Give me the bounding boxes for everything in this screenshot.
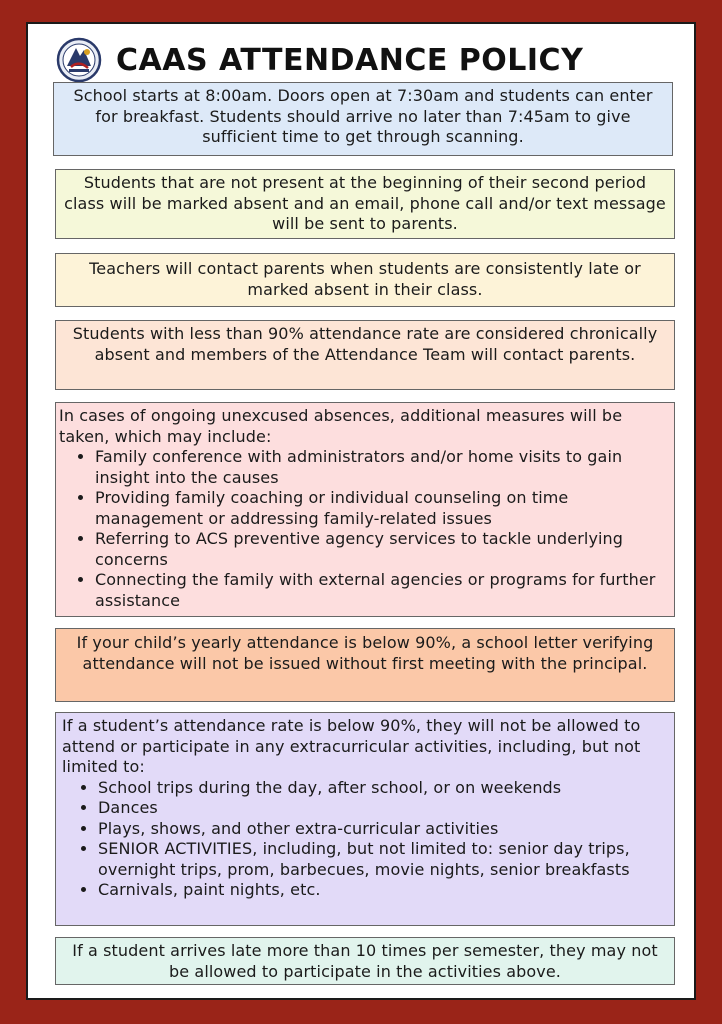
page-title: CAAS ATTENDANCE POLICY bbox=[116, 42, 584, 78]
policy-page bbox=[26, 22, 696, 1000]
list-item: • Carnivals, paint nights, etc. bbox=[98, 880, 668, 901]
list-item: • Connecting the family with external agencies or programs for further assistance bbox=[95, 570, 668, 611]
list-item: • Plays, shows, and other extra-curricular activities bbox=[98, 819, 668, 840]
unexcused-absences-box bbox=[55, 402, 675, 617]
late-arrivals-box: If a student arrives late more than 10 times per semester, they may not be allowed to participate in the activities above. bbox=[55, 937, 675, 985]
second-period-box: Students that are not present at the beginning of their second period class will be marked absent and an email, phone call and/or text message will be sent to parents. bbox=[55, 169, 675, 239]
extracurricular-box bbox=[55, 712, 675, 926]
unexcused-intro: In cases of ongoing unexcused absences, additional measures will be taken, which may include: bbox=[59, 406, 623, 446]
header bbox=[56, 36, 668, 84]
start-time-box: School starts at 8:00am. Doors open at 7:30am and students can enter for breakfast. Students should arrive no later than 7:45am to give sufficient time to get through scanning. bbox=[53, 82, 673, 156]
list-item: • School trips during the day, after school, or on weekends bbox=[98, 778, 668, 799]
chronic-absence-box: Students with less than 90% attendance rate are considered chronically absent and members of the Attendance Team will contact parents. bbox=[55, 320, 675, 390]
unexcused-measures-list bbox=[59, 447, 668, 611]
list-item: • Referring to ACS preventive agency services to tackle underlying concerns bbox=[95, 529, 668, 570]
extracurricular-intro: If a student’s attendance rate is below 90%, they will not be allowed to attend or participate in any extracurricular activities, including, but not limited to: bbox=[62, 716, 641, 776]
teachers-box: Teachers will contact parents when students are consistently late or marked absent in their class. bbox=[55, 253, 675, 307]
list-item: • Providing family coaching or individual counseling on time management or addressing family-related issues bbox=[95, 488, 668, 529]
extracurricular-list bbox=[62, 778, 668, 901]
school-letter-box: If your child’s yearly attendance is below 90%, a school letter verifying attendance will not be issued without first meeting with the principal. bbox=[55, 628, 675, 702]
list-item: • SENIOR ACTIVITIES, including, but not limited to: senior day trips, overnight trips, prom, barbecues, movie nights, senior breakfasts bbox=[98, 839, 668, 880]
list-item: • Family conference with administrators and/or home visits to gain insight into the causes bbox=[95, 447, 668, 488]
school-crest-logo bbox=[56, 37, 102, 83]
list-item: • Dances bbox=[98, 798, 668, 819]
